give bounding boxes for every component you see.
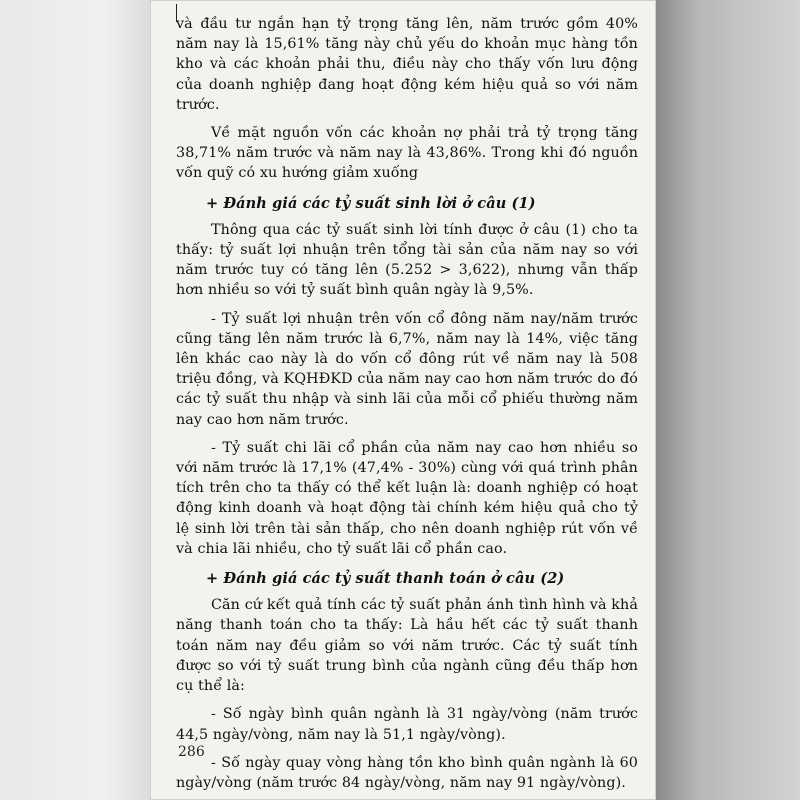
- paragraph-7: - Số ngày bình quân ngành là 31 ngày/vòng (năm trước 44,5 ngày/vòng, năm nay là 51,1 ngày/vòng).: [176, 706, 638, 743]
- paragraph-3: Thông qua các tỷ suất sinh lời tính được ở câu (1) cho ta thấy: tỷ suất lợi nhuận trên tổng tài sản của năm nay so với năm trước tuy có tăng lên (5.252 > 3,622), nhưng vẫn thấp hơn nhiều so với tỷ suất bình quân ngày là 9,5%.: [176, 221, 638, 299]
- paragraph-6: Căn cứ kết quả tính các tỷ suất phản ánh tình hình và khả năng thanh toán cho ta thấy: Là hầu hết các tỷ suất thanh toán năm nay đều giảm so với năm trước. Các tỷ suất tính được so với tỷ suất trung bình của ngành cũng đều thấp hơn cụ thể là:: [176, 597, 638, 695]
- paragraph-5: - Tỷ suất chi lãi cổ phần của năm nay cao hơn nhiều so với năm trước là 17,1% (47,4% - 30%) cùng với quá trình phân tích trên cho ta thấy có thể kết luận là: doanh nghiệp có hoạt động kinh doanh và hoạt động tài chính kém hiệu quả cho tỷ lệ sinh lời trên tài sản thấp, cho nên doanh nghiệp rút vốn về và chia lãi nhiều, cho tỷ suất lãi cổ phần cao.: [176, 439, 638, 557]
- paragraph-2: Về mặt nguồn vốn các khoản nợ phải trả tỷ trọng tăng 38,71% năm trước và năm nay là 43,86%. Trong khi đó nguồn vốn quỹ có xu hướng giảm xuống: [176, 125, 638, 182]
- paragraph-8: - Số ngày quay vòng hàng tồn kho bình quân ngành là 60 ngày/vòng (năm trước 84 ngày/vòng, năm nay 91 ngày/vòng).: [176, 754, 638, 791]
- background-left: [0, 0, 150, 800]
- background-right: [656, 0, 800, 800]
- page-number: 286: [178, 744, 205, 760]
- heading-liquidity: + Đánh giá các tỷ suất thanh toán ở câu (2): [206, 570, 565, 588]
- paragraph-1: và đầu tư ngắn hạn tỷ trọng tăng lên, năm trước gồm 40% năm nay là 15,61% tăng này chủ yếu do khoản mục hàng tồn kho và các khoản phải thu, điều này cho thấy vốn lưu động của doanh nghiệp đang hoạt động kém hiệu quả so với năm trước.: [176, 16, 638, 113]
- paragraph-4: - Tỷ suất lợi nhuận trên vốn cổ đông năm nay/năm trước cũng tăng lên năm trước là 6,7%, năm nay là 14%, việc tăng lên khác cao này là do vốn cổ đông rút về năm nay là 508 triệu đồng, và KQHĐKD của năm nay cao hơn năm trước do đó các tỷ suất thu nhập và sinh lãi của mỗi cổ phiếu thường năm nay cao hơn năm trước.: [176, 310, 638, 428]
- heading-profitability: + Đánh giá các tỷ suất sinh lời ở câu (1): [206, 194, 536, 212]
- page-body: [176, 14, 638, 793]
